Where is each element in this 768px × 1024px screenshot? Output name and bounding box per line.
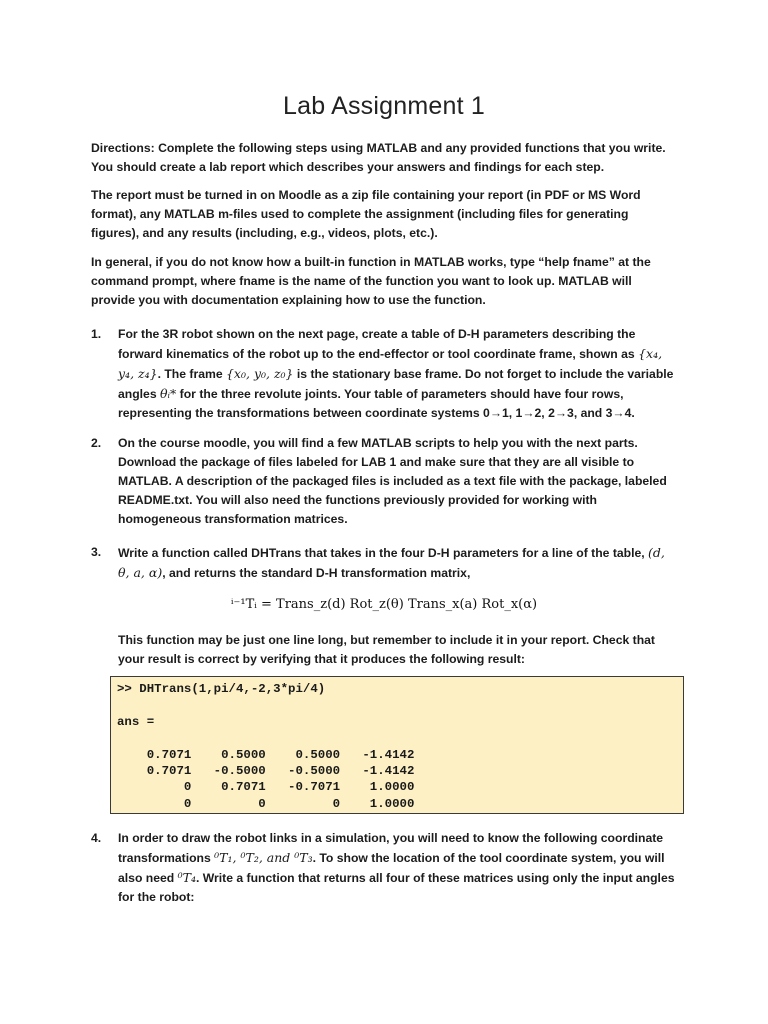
- ans-label: ans =: [117, 714, 155, 729]
- step-body: This function may be just one line long, but remember to include it in your report. Check that your result is correct by verifying that it produces the following result:: [118, 633, 655, 666]
- step-3: [91, 543, 679, 583]
- report-paragraph: The report must be turned in on Moodle as a zip file containing your report (in PDF or MS Word format), any MATLAB m-files used to complete the assignment (including files for generating figures), and any results (including, e.g., videos, plots, etc.).: [91, 188, 641, 240]
- step-text: In order to draw the robot links in a simulation, you will need to know the following coordinate transformations: [118, 831, 664, 865]
- transforms-math: ⁰T₁, ⁰T₂, and ⁰T₃: [214, 850, 313, 865]
- step-body: [118, 543, 679, 583]
- matrix-row: 0.7071 -0.5000 -0.5000 -1.4142: [117, 764, 415, 779]
- step-text: . Write a function that returns all four of these matrices using only the input angles for the robot:: [118, 871, 675, 904]
- step-text: , and returns the standard D-H transformation matrix,: [162, 566, 471, 580]
- step-body: [118, 325, 679, 423]
- step-3-followup: [91, 631, 679, 669]
- tool-transform-math: ⁰T₄: [177, 870, 196, 885]
- step-text: Write a function called DHTrans that takes in the four D-H parameters for a line of the table,: [118, 546, 649, 560]
- step-number: 1.: [91, 327, 102, 341]
- help-paragraph: In general, if you do not know how a built-in function in MATLAB works, type “help fname” at the command prompt, where fname is the name of the function you want to look up. MATLAB will provide you with documentation explaining how to use the function.: [91, 255, 651, 307]
- dh-params-math: (d, θ, a, α): [118, 545, 665, 580]
- page-title: Lab Assignment 1: [283, 92, 485, 120]
- base-frame-math: {x₀, y₀, z₀}: [225, 366, 294, 381]
- step-number: 3.: [91, 545, 102, 559]
- step-body: [118, 829, 679, 907]
- matlab-command: >> DHTrans(1,pi/4,-2,3*pi/4): [117, 682, 326, 696]
- directions-paragraph: [91, 139, 679, 177]
- matrix-row: 0.7071 0.5000 0.5000 -1.4142: [117, 747, 415, 762]
- matlab-output-box: [110, 676, 684, 814]
- step-2: [91, 434, 679, 529]
- tool-frame-math: {x₄, y₄, z₄}: [118, 346, 663, 381]
- directions-text: Complete the following steps using MATLAB and any provided functions that you write. You should create a lab report which describes your answers and findings for each step.: [91, 141, 666, 174]
- matrix-row: 0 0 0 1.0000: [117, 796, 415, 811]
- step-4: [91, 829, 679, 907]
- joint-angle-math: θᵢ*: [160, 386, 177, 401]
- step-body: On the course moodle, you will find a few MATLAB scripts to help you with the next parts. Download the package of files labeled for LAB 1 and make sure that they are all visible to MATLAB. A description of the packaged files is included as a text file with the package, labeled README.txt. You will also need the functions previously provided for working with homogeneous transformation matrices.: [118, 436, 667, 526]
- step-text: . To show the location of the tool coordinate system, you will also need: [118, 851, 665, 885]
- matlab-output: [117, 681, 414, 812]
- dh-equation: ⁱ⁻¹Tᵢ = Trans_z(d) Rot_z(θ) Trans_x(a) Rot_x(α): [230, 597, 538, 612]
- step-text: . The frame: [157, 367, 226, 381]
- step-number: 2.: [91, 436, 102, 450]
- matrix-row: 0 0.7071 -0.7071 1.0000: [117, 780, 415, 795]
- step-text: is the stationary base frame. Do not forget to include the variable angles: [118, 367, 674, 401]
- directions-label: Directions:: [91, 141, 155, 155]
- step-text: For the 3R robot shown on the next page, create a table of D-H parameters describing the forward kinematics of the robot up to the end-effector or tool coordinate frame, shown as: [118, 327, 639, 361]
- step-text: for the three revolute joints. Your table of parameters should have four rows, representing the transformations between coordinate systems 0→1, 1→2, 2→3, and 3→4.: [118, 387, 635, 420]
- step-number: 4.: [91, 831, 102, 845]
- step-1: [91, 325, 679, 423]
